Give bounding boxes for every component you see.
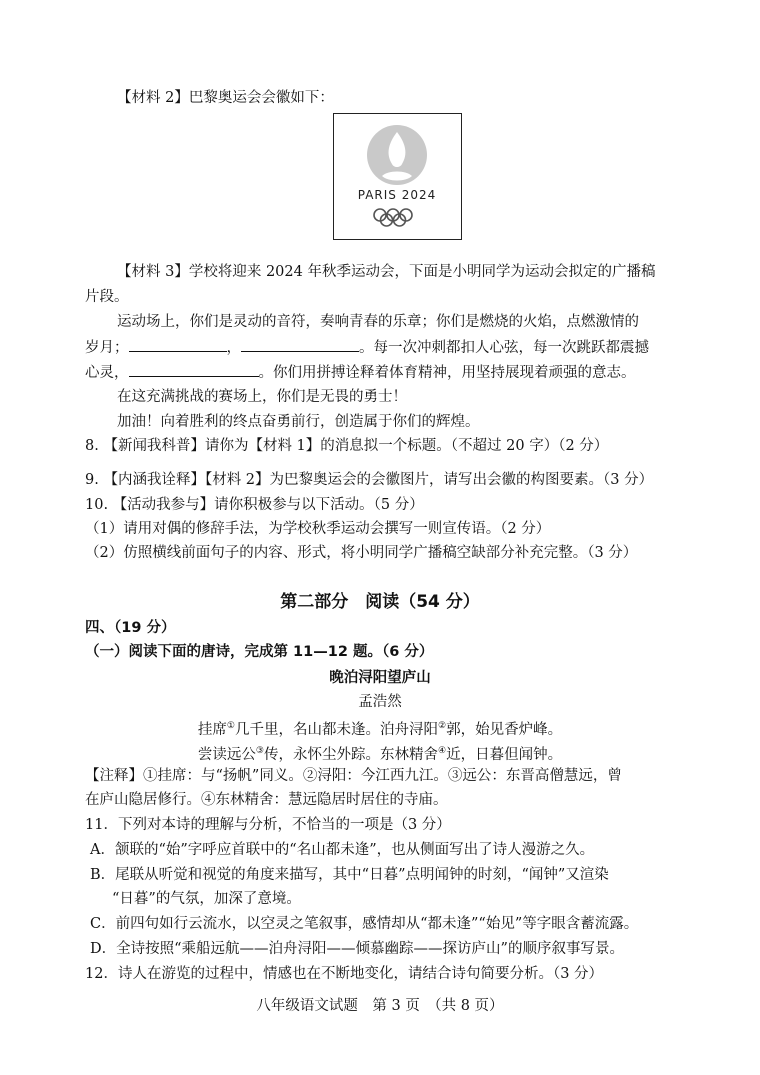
answer-blank-2[interactable] xyxy=(241,337,359,352)
option-d: D．全诗按照“乘船远航——泊舟浔阳——倾慕幽踪——探访庐山”的顺序叙事写景。 xyxy=(90,941,624,957)
material-2-heading: 【材料 2】巴黎奥运会会徽如下： xyxy=(117,90,334,106)
broadcast-line2: 岁月； ， 。每一次冲刺都扣人心弦，每一次跳跃都震撼 xyxy=(85,337,649,358)
material-3-line1: 【材料 3】学校将迎来 2024 年秋季运动会，下面是小明同学为运动会拟定的广播稿 xyxy=(117,264,656,280)
answer-blank-3[interactable] xyxy=(129,362,259,377)
broadcast-line3: 心灵， 。你们用拼搏诠释着体育精神，用坚持展现着顽强的意志。 xyxy=(85,362,636,383)
poem-author: 孟浩然 xyxy=(358,694,402,710)
annotation-line1: 【注释】①挂席：与“扬帆”同义。②浔阳：今江西九江。③远公：东晋高僧慧远，曾 xyxy=(85,768,622,784)
question-8: 8. 【新闻我科普】请你为【材料 1】的消息拟一个标题。（不超过 20 字）（2 分） xyxy=(85,438,609,454)
section-4-heading: 四、（19 分） xyxy=(85,620,176,636)
question-10-1: （1）请用对偶的修辞手法，为学校秋季运动会撰写一则宣传语。（2 分） xyxy=(85,521,551,537)
annotation-line2: 在庐山隐居修行。④东林精舍：慧远隐居时居住的寺庙。 xyxy=(85,792,448,808)
broadcast-line1: 运动场上，你们是灵动的音符，奏响青春的乐章；你们是燃烧的火焰，点燃激情的 xyxy=(117,314,639,330)
page-footer: 八年级语文试题 第 3 页 （共 8 页） xyxy=(256,998,504,1014)
question-10-2: （2）仿照横线前面句子的内容、形式，将小明同学广播稿空缺部分补充完整。（3 分） xyxy=(85,545,638,561)
broadcast-line5: 加油！向着胜利的终点奋勇前行，创造属于你们的辉煌。 xyxy=(117,414,480,430)
paris-2024-logo xyxy=(333,113,462,240)
question-10: 10. 【活动我参与】请你积极参与以下活动。（5 分） xyxy=(85,497,424,513)
broadcast-line4: 在这充满挑战的赛场上，你们是无畏的勇士！ xyxy=(117,389,407,405)
subsection-1-heading: （一）阅读下面的唐诗，完成第 11—12 题。（6 分） xyxy=(85,644,434,660)
material-3-line2: 片段。 xyxy=(85,289,129,305)
poem-line-1: 挂席①几千里，名山都未逢。泊舟浔阳②郭，始见香炉峰。 xyxy=(197,721,563,738)
poem-title: 晚泊浔阳望庐山 xyxy=(329,670,431,686)
answer-blank-1[interactable] xyxy=(129,337,227,352)
option-b-line1: B．尾联从听觉和视觉的角度来描写，其中“日暮”点明闻钟的时刻，“闻钟”又渲染 xyxy=(90,867,609,883)
poem-line-2: 尝读远公③传，永怀尘外踪。东林精舍④近，日暮但闻钟。 xyxy=(197,746,563,763)
question-9: 9. 【内涵我诠释】【材料 2】为巴黎奥运会的会徽图片，请写出会徽的构图要素。（3 分） xyxy=(85,472,654,488)
part-2-title: 第二部分 阅读（54 分） xyxy=(280,592,480,612)
logo-text: PARIS 2024 xyxy=(357,188,437,202)
question-11: 11．下列对本诗的理解与分析，不恰当的一项是（3 分） xyxy=(85,817,451,833)
option-b-line2: “日暮”的气氛，加深了意境。 xyxy=(112,891,301,907)
option-a: A．颔联的“始”字呼应首联中的“名山都未逢”，也从侧面写出了诗人漫游之久。 xyxy=(90,842,595,858)
question-12: 12．诗人在游览的过程中，情感也在不断地变化，请结合诗句简要分析。（3 分） xyxy=(85,966,604,982)
option-c: C．前四句如行云流水，以空灵之笔叙事，感情却从“都未逢”“始见”等字眼含蓄流露。 xyxy=(90,916,639,932)
